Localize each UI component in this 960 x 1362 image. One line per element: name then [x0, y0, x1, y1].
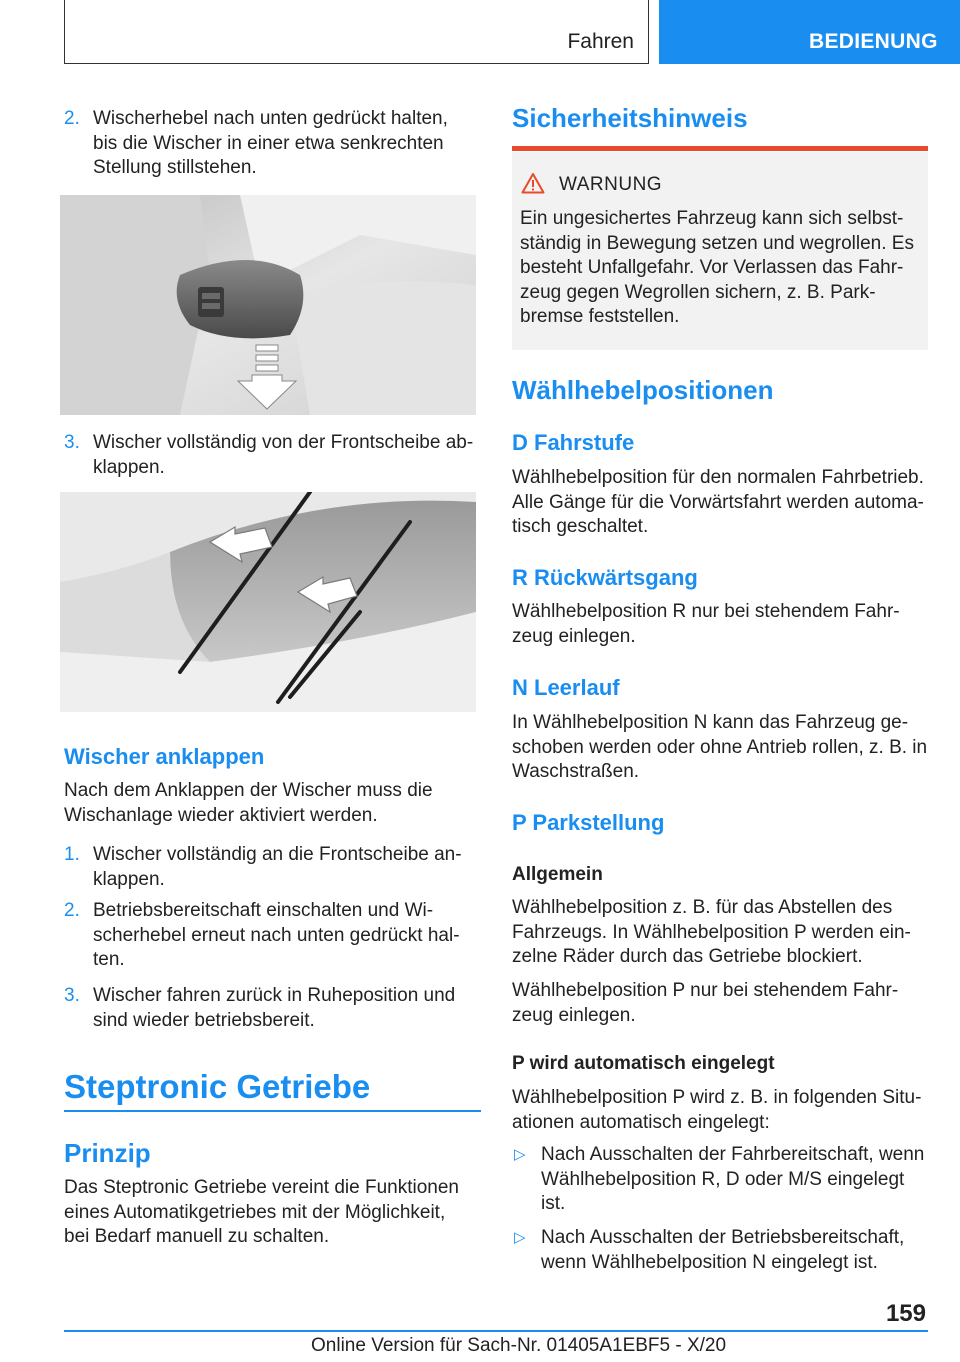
n-leerlauf-heading: N Leerlauf [512, 675, 620, 700]
step-text: Betriebsbereitschaft einschalten und Wi‐ scherhebel erneut nach unten gedrückt hal‐ ten. [93, 900, 460, 970]
bullet-arrow-icon: ▷ [514, 1229, 526, 1246]
d-fahrstufe-heading: D Fahrstufe [512, 430, 635, 455]
allgemein-text: Wählhebelposition z. B. für das Abstellen des Fahrzeugs. In Wählhebelposition P werden ein‐ zelne Räder durch das Getriebe blockiert. [512, 897, 911, 967]
steptronic-heading: Steptronic Getriebe [64, 1068, 371, 1105]
footer-rule [64, 1330, 928, 1332]
step-number: 2. [64, 900, 80, 921]
online-version-footer: Online Version für Sach-Nr. 01405A1EBF5 - X/20 [311, 1335, 727, 1356]
sicherheitshinweis-heading: Sicherheitshinweis [512, 103, 748, 133]
wipers-folded-illustration [60, 492, 476, 712]
warning-text: Ein ungesichertes Fahrzeug kann sich selbst‐ ständig in Bewegung setzen und wegrollen. Es besteht Unfallgefahr. Vor Verlassen das Fahr‐ zeug gegen Wegrollen sichern, z. B. Park‐ bremse feststellen. [520, 208, 914, 327]
header-frame [64, 0, 649, 64]
bullet-arrow-icon: ▷ [514, 1146, 526, 1163]
wischer-intro: Nach dem Anklappen der Wischer muss die Wischanlage wieder aktiviert werden. [64, 780, 433, 826]
step-text: Wischer fahren zurück in Ruheposition und sind wieder betriebsbereit. [93, 985, 456, 1031]
r-rueckwaertsgang-text: Wählhebelposition R nur bei stehendem Fahr‐ zeug einlegen. [512, 601, 900, 647]
page-number: 159 [885, 1300, 926, 1327]
d-fahrstufe-text: Wählhebelposition für den normalen Fahrbetrieb. Alle Gänge für die Vorwärtsfahrt werden automa‐ tisch geschaltet. [512, 467, 924, 537]
automatic-p-heading: P wird automatisch eingelegt [512, 1053, 775, 1074]
allgemein-text-2: Wählhebelposition P nur bei stehendem Fahr‐ zeug einlegen. [512, 980, 899, 1026]
step-text: Wischer vollständig von der Frontscheibe ab‐ klappen. [93, 432, 474, 478]
automatic-p-text: Wählhebelposition P wird z. B. in folgenden Situ‐ ationen automatisch eingelegt: [512, 1087, 922, 1133]
warning-rule [512, 146, 928, 151]
section-rule [64, 1110, 481, 1112]
step-number: 3. [64, 432, 80, 453]
n-leerlauf-text: In Wählhebelposition N kann das Fahrzeug ge‐ schoben werden oder ohne Antrieb rollen, z. B. in Waschstraßen. [512, 712, 928, 782]
allgemein-heading: Allgemein [512, 864, 603, 885]
p-parkstellung-heading: P Parkstellung [512, 810, 665, 835]
step-number: 2. [64, 108, 80, 129]
step-number: 3. [64, 985, 80, 1006]
warning-label: WARNUNG [559, 174, 663, 195]
wischer-anklappen-heading: Wischer anklappen [64, 744, 265, 769]
prinzip-heading: Prinzip [64, 1138, 151, 1168]
positions-heading: Wählhebelpositionen [512, 375, 774, 405]
bullet-text: Nach Ausschalten der Betriebsbereitschaft, wenn Wählhebelposition N eingelegt ist. [541, 1227, 905, 1273]
header-chapter-tab: BEDIENUNG [659, 0, 960, 64]
step-text: Wischer vollständig an die Frontscheibe an‐ klappen. [93, 844, 462, 890]
warning-triangle-icon [521, 172, 545, 194]
r-rueckwaertsgang-heading: R Rückwärtsgang [512, 565, 698, 590]
bullet-text: Nach Ausschalten der Fahrbereitschaft, wenn Wählhebelposition R, D oder M/S eingelegt ist. [541, 1144, 925, 1214]
wipers-folded-figure [60, 492, 476, 712]
wiper-lever-figure [60, 195, 476, 415]
step-text: Wischerhebel nach unten gedrückt halten, bis die Wischer in einer etwa senkrechten Stellung stillstehen. [93, 108, 448, 178]
wiper-lever-illustration [60, 195, 476, 415]
step-number: 1. [64, 844, 80, 865]
prinzip-text: Das Steptronic Getriebe vereint die Funktionen eines Automatikgetriebes mit der Möglichkeit, bei Bedarf manuell zu schalten. [64, 1177, 459, 1247]
header-section-title: Fahren [567, 30, 634, 53]
